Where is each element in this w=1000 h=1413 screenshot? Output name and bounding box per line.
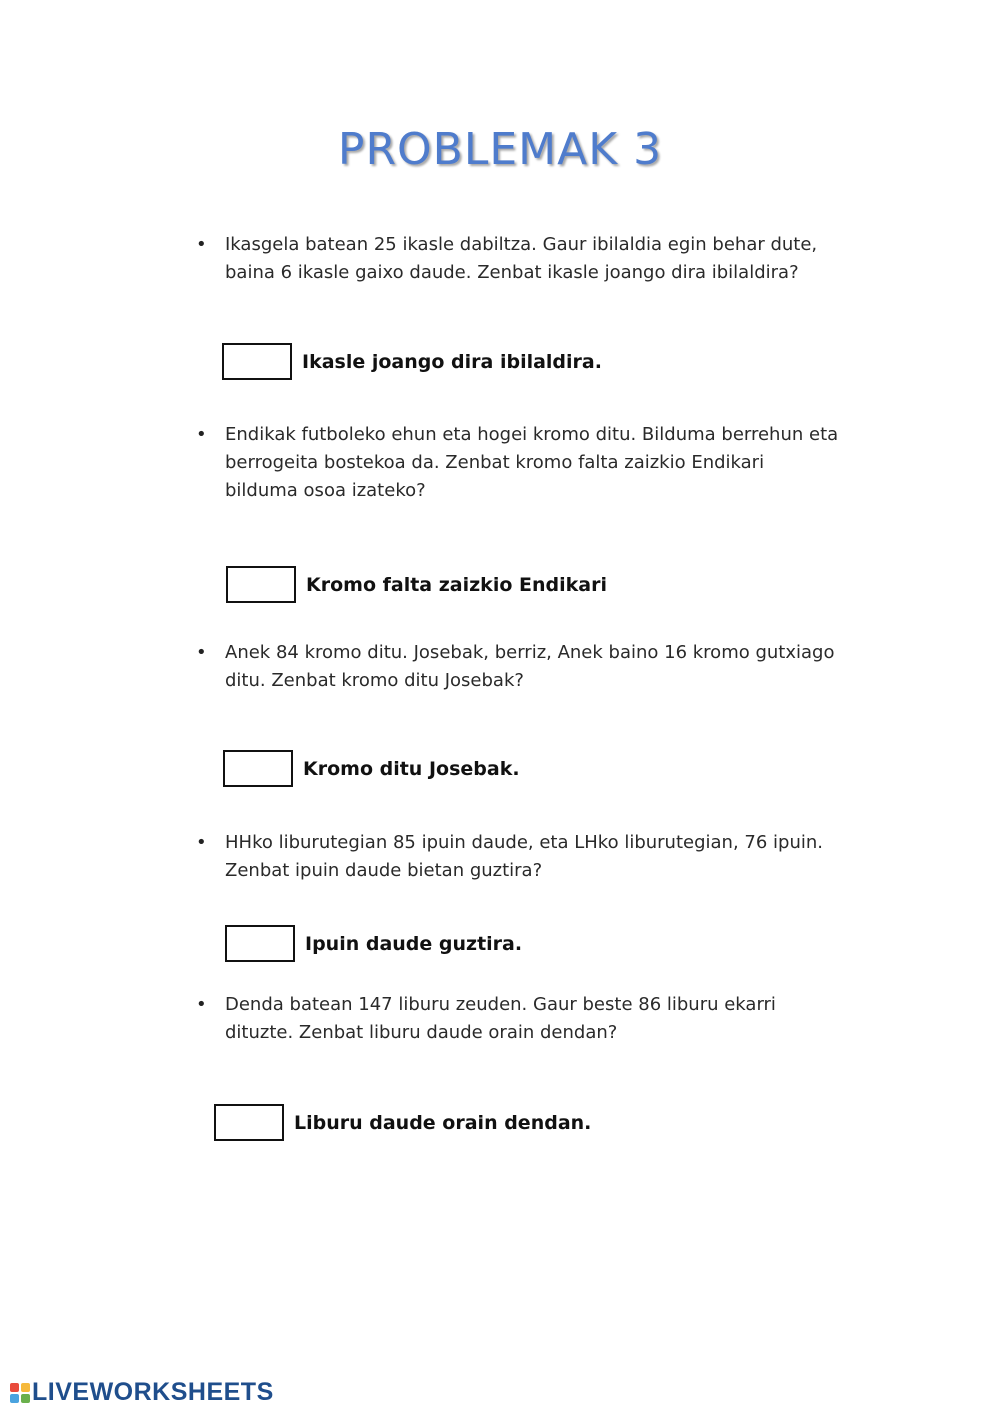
bullet: • bbox=[196, 642, 207, 663]
answer-row-5 bbox=[214, 1104, 591, 1141]
liveworksheets-logo-icon bbox=[10, 1383, 30, 1403]
footer-brand[interactable] bbox=[10, 1378, 274, 1407]
brand-name: LIVEWORKSHEETS bbox=[32, 1378, 274, 1406]
answer-row-3 bbox=[223, 750, 520, 787]
answer-input-box[interactable] bbox=[226, 566, 296, 603]
logo-square bbox=[21, 1394, 30, 1403]
problem-1 bbox=[196, 231, 856, 287]
logo-square bbox=[10, 1394, 19, 1403]
answer-row-4 bbox=[225, 925, 522, 962]
answer-row-1 bbox=[222, 343, 602, 380]
answer-input-box[interactable] bbox=[225, 925, 295, 962]
problem-text: Anek 84 kromo ditu. Josebak, berriz, Anek baino 16 kromo gutxiago ditu. Zenbat kromo ditu Josebak? bbox=[225, 642, 835, 691]
problem-3 bbox=[196, 639, 856, 695]
bullet: • bbox=[196, 994, 207, 1015]
answer-label: Kromo ditu Josebak. bbox=[303, 757, 520, 780]
answer-row-2 bbox=[226, 566, 607, 603]
problem-4 bbox=[196, 829, 856, 885]
bullet: • bbox=[196, 234, 207, 255]
problem-2 bbox=[196, 421, 856, 505]
logo-square bbox=[10, 1383, 19, 1392]
page-title: PROBLEMAK 3 bbox=[337, 124, 663, 175]
problem-text: Ikasgela batean 25 ikasle dabiltza. Gaur ibilaldia egin behar dute, baina 6 ikasle gaixo daude. Zenbat ikasle joango dira ibilaldira? bbox=[225, 234, 818, 283]
answer-label: Liburu daude orain dendan. bbox=[294, 1111, 592, 1134]
bullet: • bbox=[196, 424, 207, 445]
problem-text: HHko liburutegian 85 ipuin daude, eta LHko liburutegian, 76 ipuin. Zenbat ipuin daude bietan guztira? bbox=[225, 832, 823, 881]
problem-text: Endikak futboleko ehun eta hogei kromo ditu. Bilduma berrehun eta berrogeita bostekoa da. Zenbat kromo falta zaizkio Endikari bilduma osoa izateko? bbox=[225, 424, 839, 501]
answer-input-box[interactable] bbox=[214, 1104, 284, 1141]
answer-label: Ikasle joango dira ibilaldira. bbox=[302, 350, 602, 373]
answer-input-box[interactable] bbox=[223, 750, 293, 787]
problem-text: Denda batean 147 liburu zeuden. Gaur beste 86 liburu ekarri dituzte. Zenbat liburu daude orain dendan? bbox=[225, 994, 776, 1043]
answer-label: Kromo falta zaizkio Endikari bbox=[306, 573, 607, 596]
bullet: • bbox=[196, 832, 207, 853]
answer-label: Ipuin daude guztira. bbox=[305, 932, 523, 955]
logo-square bbox=[21, 1383, 30, 1392]
answer-input-box[interactable] bbox=[222, 343, 292, 380]
problem-5 bbox=[196, 991, 856, 1047]
